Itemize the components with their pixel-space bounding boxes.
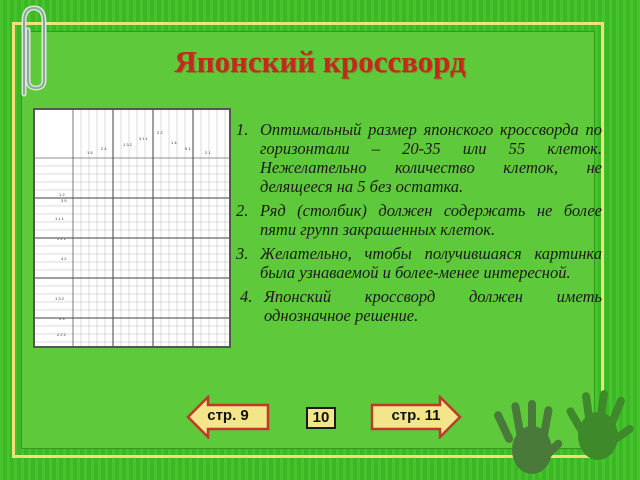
svg-text:1 3 2: 1 3 2 bbox=[55, 296, 64, 301]
svg-text:1 1 1: 1 1 1 bbox=[55, 216, 64, 221]
slide-title: Японский кроссворд bbox=[174, 44, 466, 79]
svg-text:2 2 2: 2 2 2 bbox=[57, 332, 66, 337]
hands-decoration-icon bbox=[492, 388, 640, 480]
svg-text:1 3 2: 1 3 2 bbox=[123, 142, 132, 147]
svg-text:2 1: 2 1 bbox=[205, 150, 211, 155]
svg-text:5 1: 5 1 bbox=[185, 146, 191, 151]
nonogram-grid bbox=[35, 110, 229, 346]
prev-page-button[interactable]: стр. 9 bbox=[186, 395, 270, 439]
svg-text:1 2: 1 2 bbox=[59, 192, 65, 197]
svg-text:4 2: 4 2 bbox=[61, 256, 67, 261]
svg-text:5 3: 5 3 bbox=[59, 316, 65, 321]
svg-text:3 5: 3 5 bbox=[61, 198, 67, 203]
rules-list bbox=[236, 120, 602, 330]
svg-text:1 4: 1 4 bbox=[171, 140, 177, 145]
current-page-number: 10 bbox=[306, 407, 336, 429]
paperclip-icon bbox=[14, 2, 50, 102]
list-item: 2. Ряд (столбик) должен содержать не более пяти групп закрашенных клеток. bbox=[236, 201, 602, 239]
list-item: 1. Оптимальный размер японского кроссворда по горизонтали – 20-35 или 55 клеток. Нежелательно количество клеток, не делящееся на 5 без остатка. bbox=[236, 120, 602, 196]
list-item: 3. Желательно, чтобы получившаяся картинка была узнаваемой и более-менее интересной. bbox=[236, 244, 602, 282]
next-page-button[interactable]: стр. 11 bbox=[370, 395, 462, 439]
svg-text:3 1 1: 3 1 1 bbox=[139, 136, 148, 141]
svg-text:2 2 1: 2 2 1 bbox=[57, 236, 66, 241]
svg-text:2 4: 2 4 bbox=[101, 146, 107, 151]
list-item: 4. Японский кроссворд должен иметь однозначное решение. bbox=[240, 287, 602, 325]
svg-text:2 2: 2 2 bbox=[157, 130, 163, 135]
nonogram-image bbox=[33, 108, 231, 348]
svg-text:1 5: 1 5 bbox=[87, 150, 93, 155]
